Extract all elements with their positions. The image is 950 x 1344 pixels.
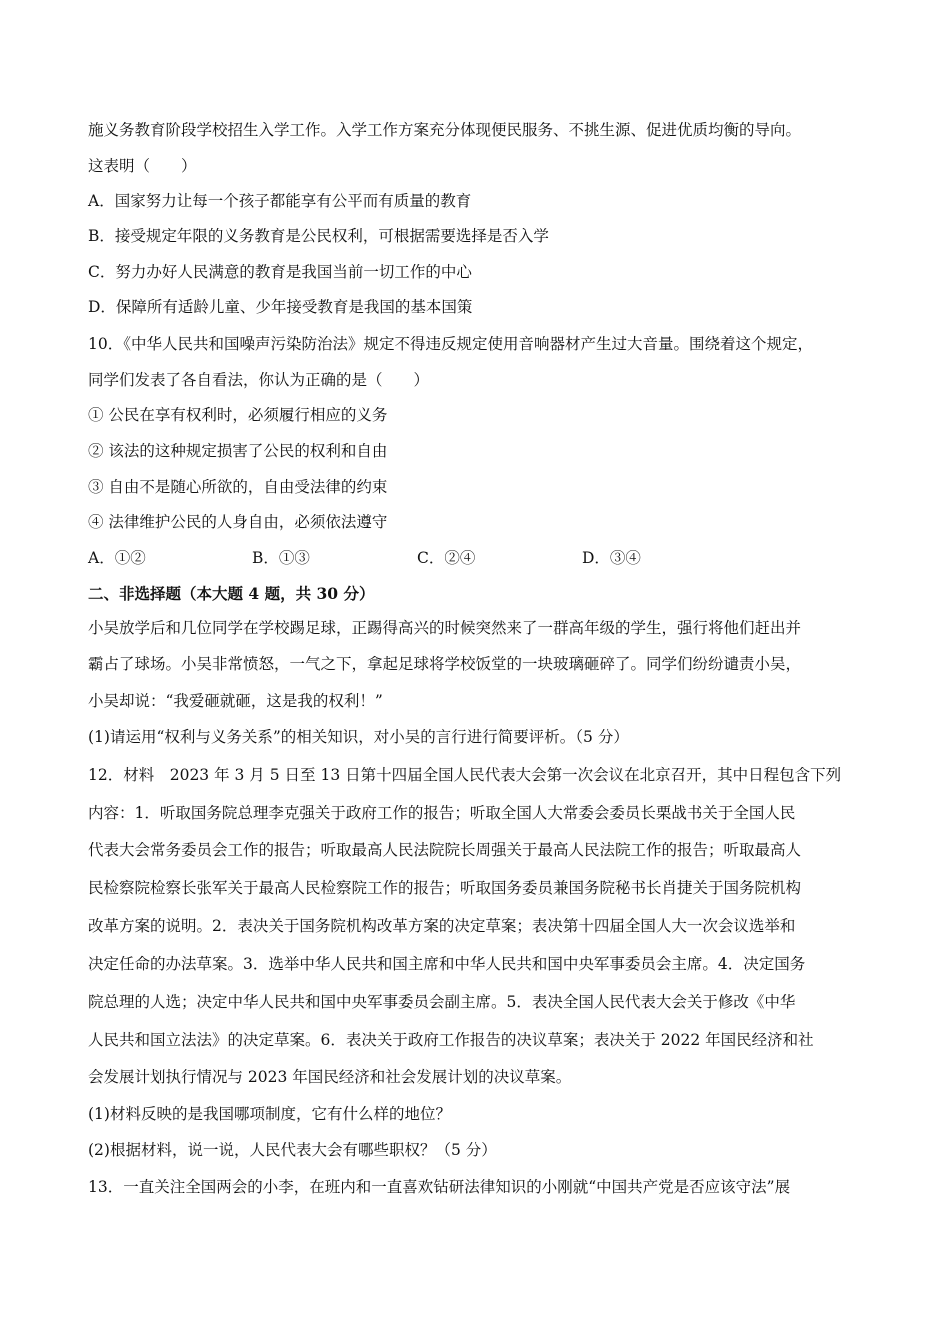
q12-subquestion-2: (2)根据材料，说一说，人民代表大会有哪些职权？（5 分） — [88, 1141, 497, 1159]
q12-line-7: 院总理的人选；决定中华人民共和国中央军事委员会副主席。5．表决全国人民代表大会关于修改《中华 — [88, 993, 796, 1011]
q10-option-d: D．③④ — [582, 549, 641, 567]
q12-line-8: 人民共和国立法法》的决定草案。6．表决关于政府工作报告的决议草案；表决关于 2022 年国民经济和社 — [88, 1031, 814, 1049]
q10-stem-line-2: 同学们发表了各自看法，你认为正确的是（ ） — [88, 371, 430, 389]
q10-options — [88, 548, 788, 568]
q10-statement-2: ② 该法的这种规定损害了公民的权利和自由 — [88, 442, 388, 460]
q12-line-5: 改革方案的说明。2．表决关于国务院机构改革方案的决定草案；表决第十四届全国人大一次会议选举和 — [88, 917, 796, 935]
q12-line-1: 12．材料 2023 年 3 月 5 日至 13 日第十四届全国人民代表大会第一次会议在北京召开，其中日程包含下列 — [88, 766, 842, 784]
q9-option-a: A．国家努力让每一个孩子都能享有公平而有质量的教育 — [88, 192, 472, 210]
q9-option-b: B．接受规定年限的义务教育是公民权利，可根据需要选择是否入学 — [88, 227, 549, 245]
q9-stem-line-2: 这表明（ ） — [88, 157, 197, 175]
q12-line-3: 代表大会常务委员会工作的报告；听取最高人民法院院长周强关于最高人民法院工作的报告；听取最高人 — [88, 841, 802, 859]
q10-option-a: A．①② — [88, 549, 146, 567]
q9-option-c: C．努力办好人民满意的教育是我国当前一切工作的中心 — [88, 263, 472, 281]
q10-statement-4: ④ 法律维护公民的人身自由，必须依法遵守 — [88, 513, 388, 531]
q9-stem-line-1: 施义务教育阶段学校招生入学工作。入学工作方案充分体现便民服务、不挑生源、促进优质均衡的导向。 — [88, 121, 802, 139]
q11-line-3: 小吴却说：“我爱砸就砸，这是我的权利！” — [88, 692, 383, 710]
q11-subquestion-1: (1)请运用“权利与义务关系”的相关知识，对小吴的言行进行简要评析。（5 分） — [88, 728, 629, 746]
q13-line-1: 13．一直关注全国两会的小李，在班内和一直喜欢钻研法律知识的小刚就“中国共产党是否应该守法”展 — [88, 1178, 791, 1196]
q12-subquestion-1: (1)材料反映的是我国哪项制度，它有什么样的地位？ — [88, 1105, 451, 1123]
q11-line-1: 小吴放学后和几位同学在学校踢足球，正踢得高兴的时候突然来了一群高年级的学生，强行将他们赶出并 — [88, 619, 802, 637]
q12-line-4: 民检察院检察长张军关于最高人民检察院工作的报告；听取国务委员兼国务院秘书长肖捷关于国务院机构 — [88, 879, 802, 897]
q10-option-c: C．②④ — [417, 549, 476, 567]
q11-line-2: 霸占了球场。小吴非常愤怒，一气之下，拿起足球将学校饭堂的一块玻璃砸碎了。同学们纷纷谴责小吴， — [88, 655, 802, 673]
q12-line-2: 内容：1．听取国务院总理李克强关于政府工作的报告；听取全国人大常委会委员长栗战书关于全国人民 — [88, 804, 796, 822]
q12-line-6: 决定任命的办法草案。3．选举中华人民共和国主席和中华人民共和国中央军事委员会主席。4．决定国务 — [88, 955, 806, 973]
q9-option-d: D．保障所有适龄儿童、少年接受教育是我国的基本国策 — [88, 298, 473, 316]
q10-option-b: B．①③ — [252, 549, 310, 567]
section-heading: 二、非选择题（本大题 4 题，共 30 分） — [88, 584, 375, 603]
q10-statement-1: ① 公民在享有权利时，必须履行相应的义务 — [88, 406, 388, 424]
q10-statement-3: ③ 自由不是随心所欲的，自由受法律的约束 — [88, 478, 388, 496]
q12-line-9: 会发展计划执行情况与 2023 年国民经济和社会发展计划的决议草案。 — [88, 1068, 572, 1086]
q10-stem-line-1: 10．《中华人民共和国噪声污染防治法》规定不得违反规定使用音响器材产生过大音量。围绕着这个规定， — [88, 335, 813, 353]
